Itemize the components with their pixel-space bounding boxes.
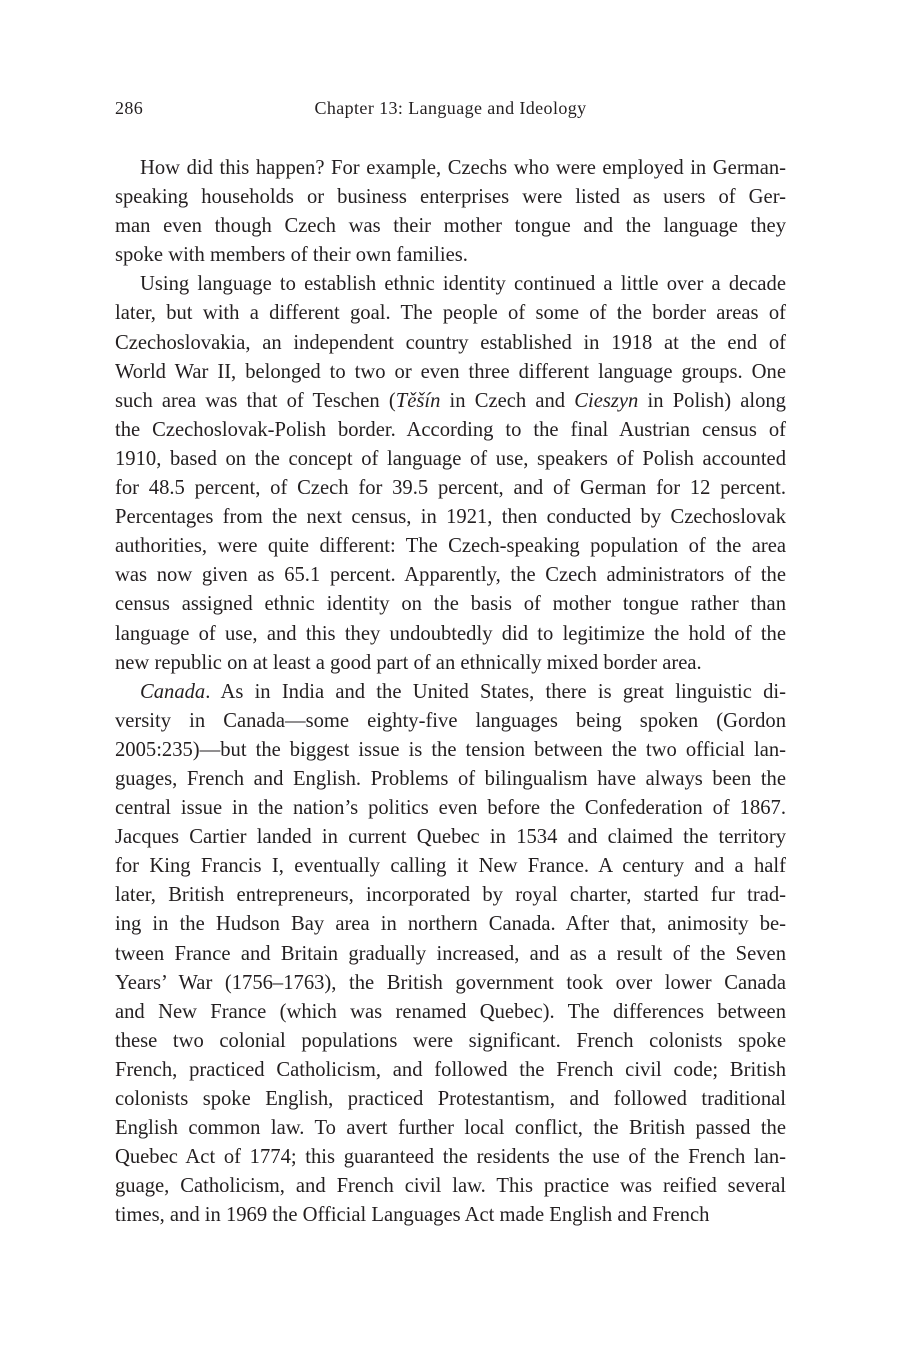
text-run: census assigned ethnic identity on the basis of mother tongue rather than <box>115 593 786 616</box>
text-line <box>115 590 786 619</box>
text-run: guage, Catholicism, and French civil law. This practice was reified several <box>115 1175 786 1198</box>
text-line <box>115 445 786 474</box>
text-line <box>115 387 786 416</box>
text-line <box>115 1027 786 1056</box>
text-line <box>115 910 786 939</box>
text-line <box>115 649 786 678</box>
text-run: later, but with a different goal. The people of some of the border areas of <box>115 302 786 325</box>
text-run: man even though Czech was their mother tongue and the language they <box>115 215 786 238</box>
text-run: language of use, and this they undoubtedly did to legitimize the hold of the <box>115 622 786 645</box>
text-line <box>115 1172 786 1201</box>
text-run: for 48.5 percent, of Czech for 39.5 percent, and of German for 12 percent. <box>115 477 786 500</box>
text-line <box>115 532 786 561</box>
text-run: the Czechoslovak-Polish border. According to the final Austrian census of <box>115 418 786 441</box>
text-run: tween France and Britain gradually increased, and as a result of the Seven <box>115 942 786 965</box>
text-run: such area was that of Teschen ( <box>115 389 396 412</box>
text-line <box>115 270 786 299</box>
text-line <box>115 852 786 881</box>
text-line <box>115 620 786 649</box>
italic-text: Těšín <box>395 389 441 412</box>
paragraph <box>115 270 786 677</box>
text-run: How did this happen? For example, Czechs who were employed in German- <box>140 157 786 179</box>
text-run: authorities, were quite different: The Czech-speaking population of the area <box>115 535 786 558</box>
text-line <box>115 707 786 736</box>
text-line <box>115 736 786 765</box>
text-line <box>115 1114 786 1143</box>
text-line <box>115 154 786 183</box>
text-line <box>115 329 786 358</box>
text-line <box>115 358 786 387</box>
text-line <box>115 794 786 823</box>
text-line <box>115 1056 786 1085</box>
text-run: French, practiced Catholicism, and followed the French civil code; British <box>115 1058 786 1081</box>
page-number: 286 <box>115 98 144 118</box>
text-line <box>115 678 786 707</box>
text-run: Jacques Cartier landed in current Quebec in 1534 and claimed the territory <box>115 826 786 849</box>
paragraph <box>115 154 786 270</box>
text-run: colonists spoke English, practiced Protestantism, and followed traditional <box>115 1088 786 1110</box>
text-line <box>115 474 786 503</box>
running-head <box>115 98 786 124</box>
italic-text: Canada <box>140 680 206 703</box>
text-run: new republic on at least a good part of an ethnically mixed border area. <box>115 651 702 674</box>
text-run: was now given as 65.1 percent. Apparently, the Czech administrators of the <box>115 564 786 587</box>
text-line <box>115 241 786 270</box>
text-run: English common law. To avert further local conflict, the British passed the <box>115 1117 786 1140</box>
text-line <box>115 1201 786 1230</box>
text-line <box>115 212 786 241</box>
text-run: speaking households or business enterprises were listed as users of Ger- <box>115 186 786 209</box>
text-run: ing in the Hudson Bay area in northern Canada. After that, animosity be- <box>115 913 786 936</box>
text-line <box>115 765 786 794</box>
text-run: World War II, belonged to two or even three different language groups. One <box>115 360 786 383</box>
text-run: later, British entrepreneurs, incorporated by royal charter, started fur trad- <box>115 884 786 907</box>
text-line <box>115 503 786 532</box>
text-line <box>115 299 786 328</box>
text-run: central issue in the nation’s politics even before the Confederation of 1867. <box>115 797 786 820</box>
text-run: for King Francis I, eventually calling it New France. A century and a half <box>115 855 786 878</box>
chapter-title: Chapter 13: Language and Ideology <box>314 98 587 118</box>
text-run: 1910, based on the concept of language of use, speakers of Polish accounted <box>115 447 786 470</box>
text-run: versity in Canada—some eighty-five languages being spoken (Gordon <box>115 709 786 732</box>
body-text <box>115 154 786 1230</box>
text-run: in Polish) along <box>638 389 786 412</box>
text-run: 2005:235)—but the biggest issue is the tension between the two official lan- <box>115 738 786 761</box>
text-line <box>115 1085 786 1114</box>
italic-text: Cieszyn <box>574 389 639 412</box>
text-line <box>115 969 786 998</box>
text-line <box>115 416 786 445</box>
text-run: times, and in 1969 the Official Languages Act made English and French <box>115 1204 710 1227</box>
text-run: spoke with members of their own families. <box>115 244 468 267</box>
text-line <box>115 940 786 969</box>
text-run: Quebec Act of 1774; this guaranteed the residents the use of the French lan- <box>115 1146 786 1169</box>
paragraph <box>115 678 786 1231</box>
text-run: Years’ War (1756–1763), the British government took over lower Canada <box>115 971 786 994</box>
text-line <box>115 823 786 852</box>
text-run: these two colonial populations were significant. French colonists spoke <box>115 1029 786 1052</box>
text-run: Using language to establish ethnic identity continued a little over a decade <box>140 273 786 296</box>
text-run: guages, French and English. Problems of bilingualism have always been the <box>115 767 786 790</box>
text-run: and New France (which was renamed Quebec). The differences between <box>115 1000 786 1023</box>
text-line <box>115 998 786 1027</box>
text-run: Percentages from the next census, in 1921, then conducted by Czechoslovak <box>115 506 786 529</box>
text-run: in Czech and <box>440 389 575 412</box>
text-line <box>115 1143 786 1172</box>
text-line <box>115 881 786 910</box>
text-run: Czechoslovakia, an independent country established in 1918 at the end of <box>115 331 786 354</box>
text-line <box>115 183 786 212</box>
text-line <box>115 561 786 590</box>
text-run: . As in India and the United States, there is great linguistic di- <box>205 680 786 703</box>
